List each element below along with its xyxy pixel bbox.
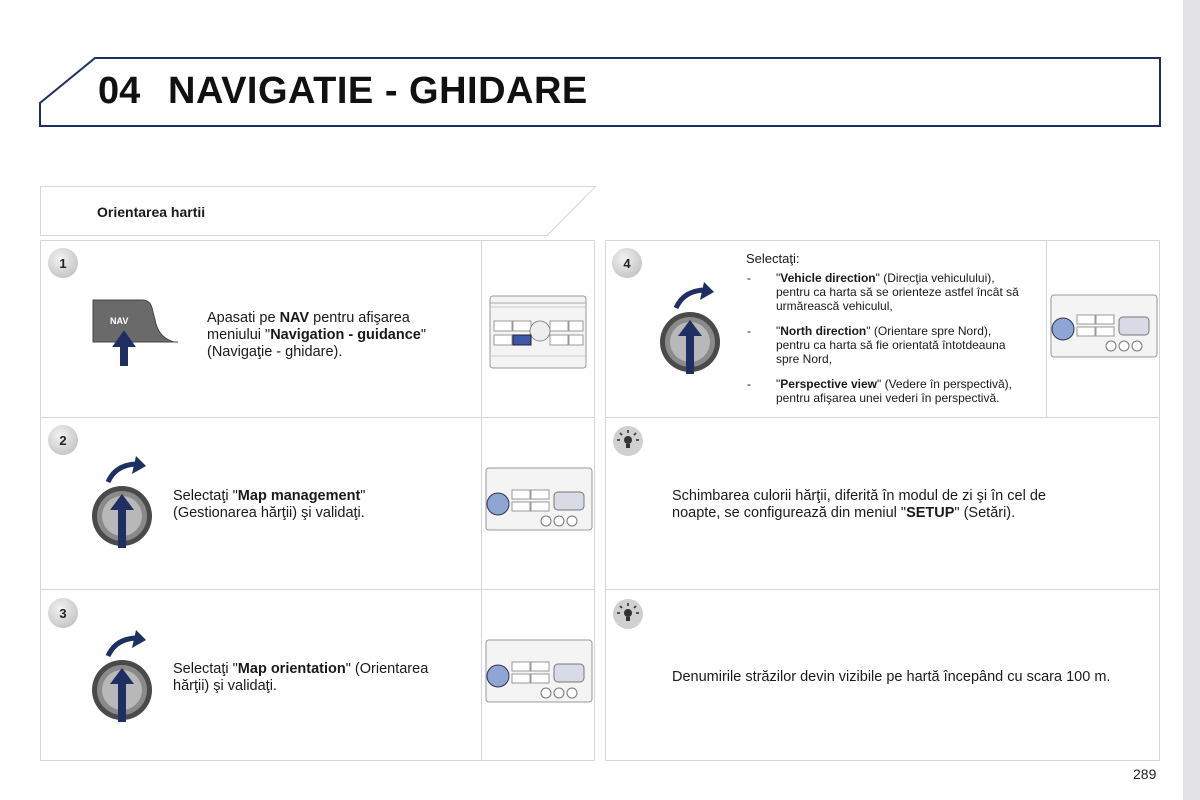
section-title-frame — [0, 0, 600, 240]
head-unit-thumbnail — [1046, 241, 1160, 417]
step-1-text: Apasati pe NAV pentru afişarea meniului "Navigation - guidance" (Navigaţie - ghidare). — [207, 310, 427, 360]
step-4-intro: Selectaţi: — [746, 251, 800, 266]
head-unit-thumbnail — [481, 590, 595, 760]
tip-2-text: Denumirile străzilor devin vizibile pe hartă începând cu scara 100 m. — [672, 669, 1111, 685]
page-number: 289 — [1133, 766, 1157, 782]
chapter-number: 04 — [98, 70, 141, 112]
nav-button-label: NAV — [110, 316, 129, 326]
step-4-item-1: "Vehicle direction" (Direcţia vehiculului), pentru ca harta să se orienteze astfel încât să urmărească vehiculul, — [776, 271, 1019, 313]
step-4-item-1-dash: - — [747, 271, 751, 285]
step-3-text: Selectaţi "Map orientation" (Orientarea hărţii) şi validaţi. — [173, 661, 429, 694]
head-unit-thumbnail — [481, 418, 595, 589]
chapter-title: NAVIGATIE - GHIDARE — [168, 70, 588, 112]
rotary-knob-icon — [656, 280, 726, 376]
rotary-knob-icon — [88, 454, 158, 550]
step-4-badge: 4 — [612, 248, 642, 278]
tip-1-text: Schimbarea culorii hărţii, diferită în modul de zi şi în cel de noapte, se configurează din meniul "SETUP" (Setări). — [672, 488, 1046, 521]
head-unit-thumbnail — [481, 241, 595, 417]
step-3-badge: 3 — [48, 598, 78, 628]
step-4-item-3-dash: - — [747, 377, 751, 391]
step-4-item-2-dash: - — [747, 324, 751, 338]
rotary-knob-icon — [88, 628, 158, 724]
nav-button-icon — [90, 296, 185, 371]
lightbulb-tip-icon — [612, 425, 644, 457]
lightbulb-tip-icon — [612, 598, 644, 630]
step-2-text: Selectaţi "Map management" (Gestionarea hărţii) şi validaţi. — [173, 488, 366, 521]
step-4-item-2: "North direction" (Orientare spre Nord), pentru ca harta să fie orientată întotdeauna spre Nord, — [776, 324, 1006, 366]
step-4-item-3: "Perspective view" (Vedere în perspectivă), pentru afişarea unei vederi în perspectivă. — [776, 377, 1012, 405]
step-1-badge: 1 — [48, 248, 78, 278]
section-title: Orientarea hartii — [97, 204, 206, 220]
step-2-badge: 2 — [48, 425, 78, 455]
